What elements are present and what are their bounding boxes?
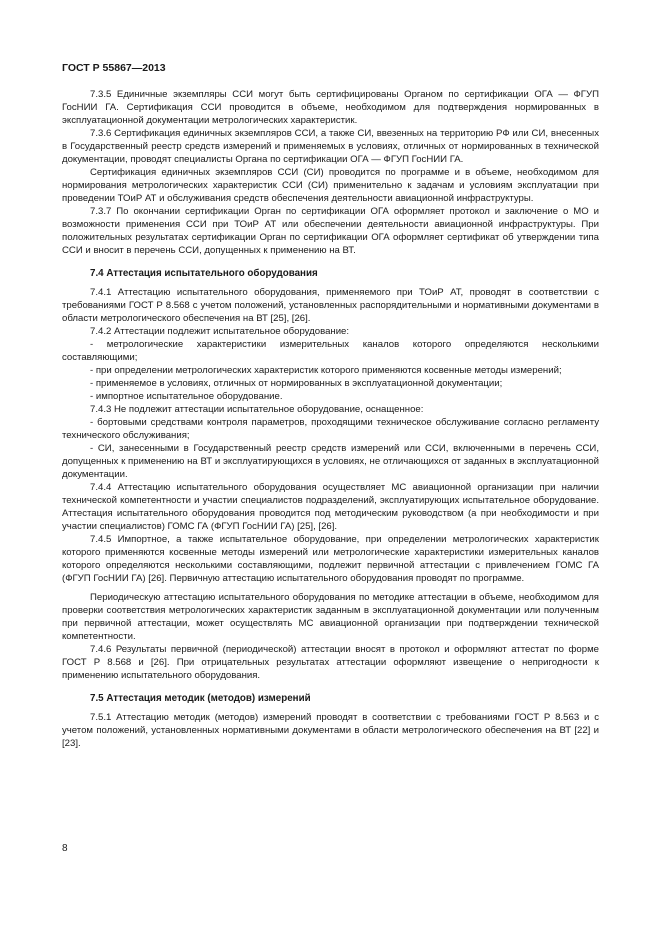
paragraph: 7.4.3 Не подлежит аттестации испытательное оборудование, оснащенное: [90, 404, 424, 415]
paragraph: 7.5.1 Аттестацию методик (методов) измерений проводят в соответствии с требованиями ГОСТ Р 8.563 и с учетом положений, установленных нормативными документами в области метрологического обеспечения на ВТ [22] и [23]. [62, 712, 599, 749]
paragraph: 7.4.4 Аттестацию испытательного оборудования осуществляет МС авиационной организации при наличии технической компетентности и участии специалистов подразделений, эксплуатирующих испытательное оборудование. Аттестация испытательного оборудования проводится под методическим руководством (а при необходимости и при участии специалистов) ГОМС ГА (ФГУП ГосНИИ ГА) [25], [26]. [62, 482, 599, 532]
paragraph: - применяемое в условиях, отличных от нормированных в эксплуатационной документации; [90, 378, 503, 389]
paragraph: 7.4.1 Аттестацию испытательного оборудования, применяемого при ТОиР АТ, проводят в соответствии с требованиями ГОСТ Р 8.568 с учетом положений, установленных распорядительными и нормативными документами в области метрологического обеспечения на ВТ [25], [26]. [62, 287, 599, 324]
paragraph: - бортовыми средствами контроля параметров, проходящими техническое обслуживание согласно регламенту технического обслуживания; [62, 417, 599, 441]
paragraph: 7.4.2 Аттестации подлежит испытательное оборудование: [90, 326, 350, 337]
document-header: ГОСТ Р 55867—2013 [62, 62, 166, 74]
paragraph: 7.3.7 По окончании сертификации Орган по сертификации ОГА оформляет протокол и заключение о МО и возможности применения ССИ при ТОиР АТ или обеспечении деятельности авиационной инфраструктуры. При положительных результатах сертификации Орган по сертификации ОГА оформляет сертификат об утверждении типа ССИ и вносит в перечень ССИ, допущенных к применению на ВТ. [62, 206, 599, 256]
paragraph: - импортное испытательное оборудование. [90, 391, 283, 402]
section-heading: 7.4 Аттестация испытательного оборудования [90, 268, 318, 279]
paragraph: 7.4.6 Результаты первичной (периодической) аттестации вносят в протокол и оформляют аттестат по форме ГОСТ Р 8.568 и [26]. При отрицательных результатах аттестации оформляют извещение о непригодности к применению испытательного оборудования. [62, 644, 599, 681]
paragraph: Сертификация единичных экземпляров ССИ (СИ) проводится по программе и в объеме, необходимом для нормирования метрологических характеристик ССИ (СИ) применительно к задачам и условиям эксплуатации при проведении ТОиР АТ и обслуживания средств обеспечения деятельности авиационной инфраструктуры. [62, 167, 599, 204]
paragraph: 7.3.6 Сертификация единичных экземпляров ССИ, а также СИ, ввезенных на территорию РФ или СИ, внесенных в Государственный реестр средств измерений и применяемых в условиях, отличных от нормированных в технической документации, проводят специалисты Органа по сертификации ОГА — ФГУП ГосНИИ ГА. [62, 128, 599, 165]
page-number: 8 [62, 843, 68, 854]
paragraph: Периодическую аттестацию испытательного оборудования по методике аттестации в объеме, необходимом для проверки соответствия метрологических характеристик заданным в эксплуатационной документации или полученным при первичной аттестации, может осуществлять МС авиационной организации при подтверждении технической компетентности. [62, 592, 599, 642]
paragraph: - СИ, занесенными в Государственный реестр средств измерений или ССИ, включенными в перечень ССИ, допущенных к применению на ВТ и эксплуатирующихся в условиях, не отличающихся от заданных в эксплуатационной документации. [62, 443, 599, 480]
section-heading: 7.5 Аттестация методик (методов) измерений [90, 693, 311, 704]
paragraph: 7.4.5 Импортное, а также испытательное оборудование, при определении метрологических характеристик которого применяются косвенные методы измерений или метрологические характеристики измерительных каналов которого определяются несколькими составляющими, подлежит первичной аттестации с привлечением ГОМС ГА (ФГУП ГосНИИ ГА) [26]. Первичную аттестацию испытательного оборудования проводят по программе. [62, 534, 599, 584]
paragraph: - при определении метрологических характеристик которого применяются косвенные методы измерений; [90, 365, 562, 376]
document-body [62, 88, 599, 750]
paragraph: - метрологические характеристики измерительных каналов которого определяются несколькими составляющими; [62, 339, 599, 363]
paragraph: 7.3.5 Единичные экземпляры ССИ могут быть сертифицированы Органом по сертификации ОГА — ФГУП ГосНИИ ГА. Сертификация ССИ проводится в объеме, необходимом для подтверждения нормированных в эксплуатационной документации метрологических характеристик. [62, 89, 599, 126]
